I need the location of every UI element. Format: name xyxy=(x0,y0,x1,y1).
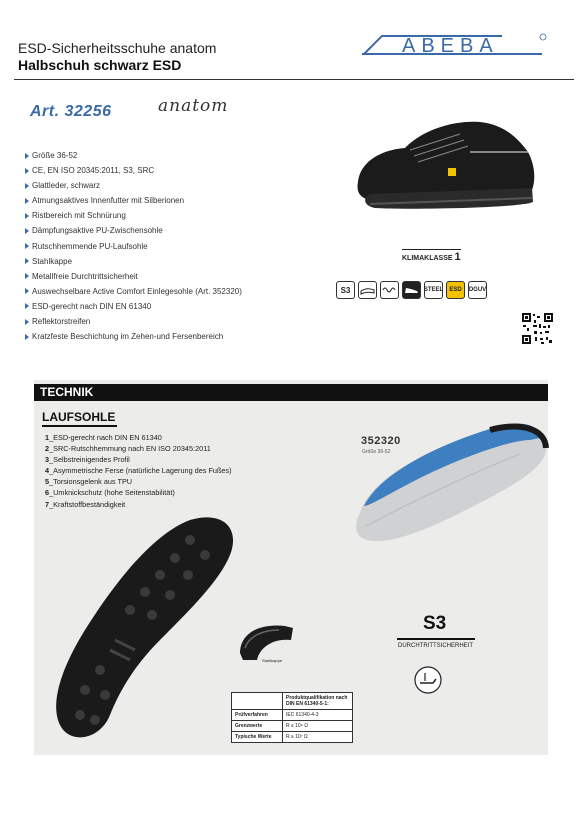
article-number: Art. 32256 xyxy=(30,103,112,120)
svg-text:ABEBA: ABEBA xyxy=(402,35,499,56)
feature-item xyxy=(25,284,345,299)
feature-item xyxy=(25,193,345,208)
sole-feature-item xyxy=(45,454,232,465)
sole-feature-item xyxy=(45,432,232,443)
bullet-arrow-icon xyxy=(25,334,29,340)
feature-text: CE, EN ISO 20345:2011, S3, SRC xyxy=(32,166,155,176)
feature-text: Dämpfungsaktive PU-Zwischensohle xyxy=(32,226,163,236)
klimaklasse-label xyxy=(402,249,461,263)
table-row xyxy=(232,732,353,743)
feature-text: Auswechselbare Active Comfort Einlegesohle (Art. 352320) xyxy=(32,286,242,296)
laufsohle-heading: LAUFSOHLE xyxy=(42,410,116,424)
sole-feature-number: 5 xyxy=(45,477,50,487)
bullet-arrow-icon xyxy=(25,288,29,294)
s3-heading: S3 xyxy=(423,613,447,634)
durchtritt-label: DURCHTRITTSICHERHEIT xyxy=(398,643,473,649)
table-row-label: Typische Werte xyxy=(232,732,283,743)
feature-text: ESD-gerecht nach DIN EN 61340 xyxy=(32,301,152,311)
dguv-icon: DGUV xyxy=(468,281,487,299)
bullet-arrow-icon xyxy=(25,319,29,325)
certification-icons xyxy=(336,281,487,299)
feature-text: Größe 36-52 xyxy=(32,151,78,160)
header-divider xyxy=(14,79,574,80)
table-row-value: R ≤ 10⁹ Ω xyxy=(283,721,353,732)
s3-underline xyxy=(397,638,475,640)
sole-feature-number: 1 xyxy=(45,433,50,442)
feature-list xyxy=(25,148,345,344)
sole-feature-text: _Selbstreinigendes Profil xyxy=(49,455,130,465)
bullet-arrow-icon xyxy=(25,198,29,204)
sole-feature-item xyxy=(45,465,232,476)
table-row-value: IEC 61340-4-3 xyxy=(283,710,353,721)
spring-icon xyxy=(380,281,399,299)
feature-item xyxy=(25,269,345,284)
feature-text: Atmungsaktives Innenfutter mit Silberionen xyxy=(32,196,185,206)
sole-feature-number: 4 xyxy=(45,466,50,476)
abeba-logo xyxy=(362,32,548,56)
feature-text: Kratzfeste Beschichtung im Zehen-und Fersenbereich xyxy=(32,332,224,342)
steel-cap-icon: STEEL xyxy=(424,281,443,299)
sole-feature-number: 7 xyxy=(45,499,50,509)
laufsohle-underline xyxy=(42,425,117,427)
sole-feature-list xyxy=(45,432,232,510)
insole-article-code: 352320 xyxy=(361,435,401,447)
feature-item xyxy=(25,314,345,329)
sole-feature-text: _ESD-gerecht nach DIN EN 61340 xyxy=(49,433,162,442)
document-title: ESD-Sicherheitsschuhe anatom xyxy=(18,40,217,56)
feature-item xyxy=(25,208,345,223)
feature-item xyxy=(25,254,345,269)
s3-icon: S3 xyxy=(336,281,355,299)
feature-text: Reflektorstreifen xyxy=(32,317,91,327)
feature-text: Ristbereich mit Schnürung xyxy=(32,211,126,221)
bullet-arrow-icon xyxy=(25,243,29,249)
sole-feature-text: _Torsionsgelenk aus TPU xyxy=(49,477,133,487)
technik-header-bar xyxy=(34,384,548,401)
esd-qualification-table xyxy=(231,692,353,743)
sole-feature-text: _Kraftstoffbeständigkeit xyxy=(49,499,126,509)
table-row-label: Grenzwerte xyxy=(232,721,283,732)
sole-feature-number: 6 xyxy=(45,488,50,498)
feature-item xyxy=(25,239,345,254)
feature-item xyxy=(25,163,345,178)
qr-code xyxy=(521,312,554,345)
table-row-value: R ≥ 10⁷ Ω xyxy=(283,732,353,743)
klimaklasse-value: 1 xyxy=(454,251,461,263)
table-header-row xyxy=(232,693,353,710)
brand-logo: anatom xyxy=(158,96,229,116)
table-row xyxy=(232,721,353,732)
feature-text: Glattleder, schwarz xyxy=(32,181,101,191)
shoe-icon xyxy=(402,281,421,299)
bullet-arrow-icon xyxy=(25,228,29,234)
bullet-arrow-icon xyxy=(25,153,29,159)
table-header-empty xyxy=(232,693,283,710)
feature-item xyxy=(25,329,345,344)
bullet-arrow-icon xyxy=(25,213,29,219)
stahlkappe-label: Stahlkappe xyxy=(262,658,283,663)
insole-size: Größe 36-52 xyxy=(362,449,391,455)
shoe-image xyxy=(350,112,540,227)
sole-feature-number: 2 xyxy=(45,444,50,454)
feature-text: Metallfreie Durchtrittsicherheit xyxy=(32,271,138,281)
document-subtitle: Halbschuh schwarz ESD xyxy=(18,57,182,73)
feature-item xyxy=(25,223,345,238)
puncture-resistance-icon xyxy=(413,665,443,695)
sole-feature-item xyxy=(45,443,232,454)
sole-feature-item xyxy=(45,499,232,510)
sole-feature-text: _Asymmetrische Ferse (natürliche Lagerung des Fußes) xyxy=(49,466,232,476)
table-row xyxy=(232,710,353,721)
bullet-arrow-icon xyxy=(25,273,29,279)
bullet-arrow-icon xyxy=(25,183,29,189)
feature-item xyxy=(25,299,345,314)
table-header: Produktqualifikation nach DIN EN 61340-5-1: xyxy=(283,693,353,710)
sole-feature-number: 3 xyxy=(45,455,50,465)
esd-icon: ESD xyxy=(446,281,465,299)
klimaklasse-text: KLIMAKLASSE xyxy=(402,255,453,262)
sole-feature-text: _SRC-Rutschhemmung nach EN ISO 20345:2011 xyxy=(49,444,211,454)
feature-item xyxy=(25,148,345,163)
feature-item xyxy=(25,178,345,193)
steel-cap-image xyxy=(235,618,297,663)
technik-heading: TECHNIK xyxy=(40,385,94,399)
bullet-arrow-icon xyxy=(25,168,29,174)
sole-feature-item xyxy=(45,476,232,487)
sole-feature-text: _Umknickschutz (hohe Seitenstabilität) xyxy=(49,488,175,498)
bullet-arrow-icon xyxy=(25,258,29,264)
bullet-arrow-icon xyxy=(25,303,29,309)
sole-feature-item xyxy=(45,487,232,498)
sole-icon xyxy=(358,281,377,299)
feature-text: Stahlkappe xyxy=(32,256,73,266)
feature-text: Rutschhemmende PU-Laufsohle xyxy=(32,241,148,251)
table-row-label: Prüfverfahren xyxy=(232,710,283,721)
